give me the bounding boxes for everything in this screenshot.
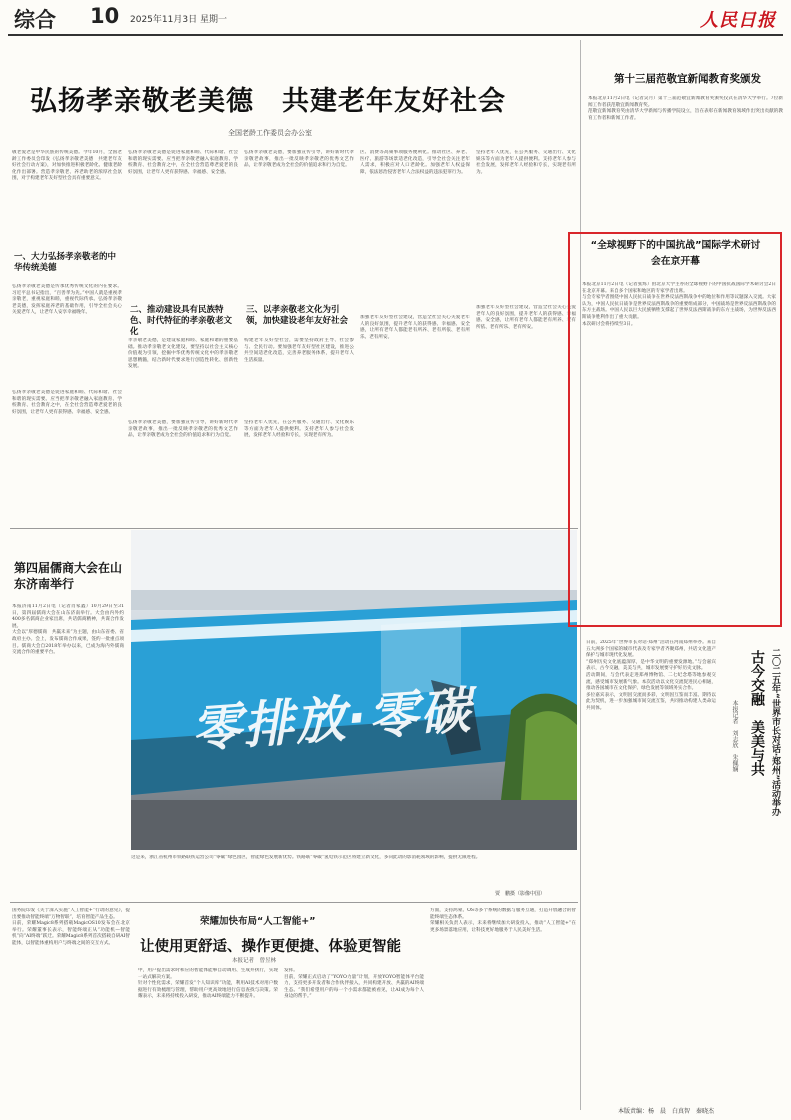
right-top-body: 本报北京11月2日电（记者吴月）第十三届范敬宜新闻教育奖颁奖仪式在清华大学举行。7位新闻工作者获范敬宜新闻教育奖。 范敬宜新闻教育奖由清华大学新闻与传播学院设立，旨在表彰在新闻教育领域作出突出贡献的教育工作者和新闻工作者。 (588, 96, 783, 121)
section-5-body: 坚持老年人优先，在公共服务、交通出行、文化娱乐等方面为老年人提供便利。支持老年人参与社会发展，发挥老年人经验和专长，实现老有所为。 (476, 150, 576, 175)
section-3-title: 三、以孝亲敬老文化为引领，加快建设老年友好社会 (246, 305, 349, 326)
section-1-title: 一、大力弘扬孝亲敬老的中华传统美德 (14, 252, 117, 273)
section-3-lead: 弘扬孝亲敬老美德，要加强宣传引导，讲好新时代孝亲敬老故事，推出一批反映孝亲敬老的优秀文艺作品，让孝亲敬老成为全社会的价值追求和行为自觉。 (244, 150, 354, 169)
photo-caption: 这是来，浙江省杭州市铁路联铁运营公司“零碳”绿色园区，智能绿色发展新优势。铁路联“零碳”氢电铁示范区将建立新文化，多向此动的影消耗领域的影响，提供无限进程。 (131, 855, 481, 860)
right-box-body: 本报北京11月2日电（记者张烁）由北京大学主办的全球视野下的中国抗战国际学术研讨会2日在北京开幕。来自多个国家和地区的专家学者出席。 与会专家学者围绕中国人民抗日战争在世界反法西斯战争中的地位和作用等议题深入交流。大家认为，中国人民抗日战争是世界反法西斯战争的重要组成部分，中国战场是世界反法西斯战争的东方主战场。中国人民以巨大民族牺牲支撑起了世界反法西斯战争的东方主战场，为世界反法西斯战争胜利作出了重大贡献。 本次研讨会将持续至3日。 (582, 282, 776, 327)
section-2-body-2: 弘扬孝亲敬老美德，要加强宣传引导，讲好新时代孝亲敬老故事，推出一批反映孝亲敬老的优秀文艺作品，让孝亲敬老成为全社会的价值追求和行为自觉。 (128, 420, 238, 439)
section-2-lead: 弘扬孝亲敬老美德是促进家庭和睦、代际和谐、社会和谐的现实需要。应当把孝亲敬老融入家庭教育、学校教育、社会教育之中，在全社会营造尊老爱老的良好氛围，让老年人更有获得感、幸福感、安全感。 (128, 150, 238, 175)
bottom-col-1: 国务院印发《关于深入实施“人工智能+”行动的意见》，提出要推动智能终端“万物智联”，培育智能产品生态。 日前，荣耀Magic8系列搭载MagicOS10发布会在北京举行。荣耀董事长表示，智能终端正从“功能机—智能机”向“AI终端”跃迁。荣耀Magic8系列首次搭载自研AI智能体，以智能体重构用户与终端之间的交互方式。 (12, 908, 130, 946)
newspaper-logo: 人民日报 (700, 10, 776, 31)
bottom-col-3: 发挥。 目前，荣耀正式启动了“YOYO力量”计划，开放YOYO智能体平台能力，支持更多开发者和合作伙伴接入，共同构建开放、共赢的AI终端生态。“我们希望用户的每一个小需求都能被看见，让AI成为每个人身边的帮手。” (284, 968, 424, 1000)
divider-photo-bottom (10, 902, 578, 903)
masthead (0, 0, 791, 34)
right-mid-byline: 本报记者 刘志欣 朱佩娴 (731, 700, 738, 772)
section-3-body-2: 坚持老年人优先，在公共服务、交通出行、文化娱乐等方面为老年人提供便利。支持老年人参与社会发展，发挥老年人经验和专长，实现老有所为。 (244, 420, 354, 439)
section-1-body-2: 弘扬孝亲敬老美德是促进家庭和睦、代际和谐、社会和谐的现实需要。应当把孝亲敬老融入家庭教育、学校教育、社会教育之中，在全社会营造尊老爱老的良好氛围，让老年人更有获得感、幸福感、安全感。 (12, 390, 122, 415)
bottom-kicker: 荣耀加快布局“人工智能+” (200, 916, 316, 927)
section-4-body: 区、消费等高频事项服务便利化。推动社区、养老、医疗、旅游等场景适老化改造，引导全社会关注老年人需求，积极应对人口老龄化。加强老年人权益保障，依法惩治侵害老年人合法权益的违法犯罪行为。 (360, 150, 470, 175)
bottom-byline: 本报记者 曾昱林 (232, 958, 277, 964)
right-box-title: “全球视野下的中国抗战”国际学术研讨会在京开幕 (590, 240, 761, 267)
right-mid-body: 日前，2025年“世界市长对话·郑州”活动在河南郑州举办。来自五大洲多个国家的城市代表及专家学者齐聚郑州，共话文化遗产保护与城市现代化发展。 “郑州历史文化底蕴深厚，是中华文明的重要发源地。”与会嘉宾表示，古今交融，美美与共，城市发展要守护好历史文脉。 活动期间，与会代表走进郑州博物馆、二七纪念塔等地参观交流，感受城市发展新气象。本次活动以文化交流促进民心相通，推动各国城市在文化保护、绿色发展等领域务实合作。 多位嘉宾表示，文明因交流而多彩，文明因互鉴而丰富。期待以此为契机，进一步加强城市间交流互鉴，共同推动构建人类命运共同体。 (586, 640, 716, 711)
right-mid-vertical-title: 二〇二五年“世界市长对话·郑州”活动举办 (770, 648, 780, 817)
side-article-body: 本报济南11月2日电（记者肖家鑫）10月29日至31日，第四届儒商大会在山东济南举行。大会由内外约400多名儒商企业家出席，共话儒商精神，共谋合作发展。 大会以“厚德儒商 共赢未来”为主题，由山东省委、省政府主办。会上，发布儒商合作成果，签约一批重点项目。儒商大会自2018年举办以来，已成为海内外儒商交流合作的重要平台。 (12, 604, 124, 656)
bottom-col-4: 方面，支持鸿蒙、OS等多个系统的数据与服务互通，打造开放融合的智能终端生态体系。 荣耀相关负责人表示，未来将继续加大研发投入，推动“人工智能+”在更多场景落地应用，让科技更好地服务于人民美好生活。 (430, 908, 576, 933)
divider-main-bottom (10, 528, 578, 529)
main-headline: 弘扬孝亲敬老美德 共建老年友好社会 (30, 86, 506, 117)
footer-editors: 本版责编：杨 晨 白真智 秦晓杰 (618, 1108, 715, 1115)
issue-date: 2025年11月3日 星期一 (130, 15, 227, 25)
bottom-headline: 让使用更舒适、操作更便捷、体验更智能 (140, 939, 401, 955)
masthead-rule (8, 34, 783, 36)
page-number: 10 (90, 4, 120, 28)
section-4-body-2: 加强老年友好型社会建设，营造全社会关心关爱老年人的良好氛围，提升老年人的获得感、幸福感、安全感，让所有老年人都能老有所养、老有所依、老有所乐、老有所安。 (360, 315, 470, 340)
section-3-body: 构建老年友好型社会，需要坚持政府主导、社会参与、全民行动。要加强老年友好型社区建设，推进公共空间适老化改造，完善养老服务体系，提升老年人生活质量。 (244, 338, 354, 363)
main-byline: 全国老龄工作委员会办公室 (228, 129, 312, 137)
side-article-title: 第四届儒商大会在山东济南举行 (14, 561, 123, 591)
section-2-title: 二、推动建设具有民族特色、时代特征的孝亲敬老文化 (130, 305, 233, 337)
right-top-title: 第十三届范敬宜新闻教育奖颁发 (614, 73, 761, 85)
section-2-body: 孝亲敬老美德，是建设家庭和睦、家庭和谐的重要基础。推动孝亲敬老文化建设，要坚持以社会主义核心价值观为引领，挖掘中华优秀传统文化中的孝亲敬老思想精髓，结合新时代要求进行创造性转化、创新性发展。 (128, 338, 238, 370)
bottom-col-2: 中，用户提出需求时和应的智能体能够自动调用、生成并执行，实现一站式解决方案。 针对个性化需求，荣耀首发“个人知识库”功能，利用AI技术对用户数据进行有效梳理与管理，帮助用户更高效地进行信息查找与决策。荣耀表示，未来将持续投入研发，推动AI终端能力不断提升。 (138, 968, 278, 1000)
right-mid-big-title: 古今交融 美美与共 (749, 650, 765, 776)
photo-train-lettering: 零排放·零碳 (189, 681, 474, 759)
train-photo (131, 530, 577, 850)
main-intro: 敬老爱老是中华民族的传统美德。今年10月，全国老龄工作委员会印发《弘扬孝亲敬老美德 共建老年友好社会行动方案》，对加快推进积极老龄化、健康老龄化作出部署。营造孝亲敬老、养老助老的浓厚社会氛围，对于构建老年友好型社会具有重要意义。 (12, 150, 122, 182)
photo-credit: 贾 鹏摄（影像中国） (495, 891, 546, 897)
section-name: 综合 (14, 8, 56, 32)
section-5-body-2: 加强老年友好型社会建设，营造全社会关心关爱老年人的良好氛围，提升老年人的获得感、幸福感、安全感，让所有老年人都能老有所养、老有所依、老有所乐、老有所安。 (476, 305, 576, 330)
section-1-body: 弘扬孝亲敬老美德是传承优秀传统文化的内在要求。习近平总书记指出，“百善孝为先。”中国人就是重视孝亲敬老，重视家庭和睦，重视代际传承。弘扬孝亲敬老美德，发挥家庭养老的基础作用，引导全社会关心关爱老年人，让老年人安享幸福晚年。 (12, 284, 122, 316)
